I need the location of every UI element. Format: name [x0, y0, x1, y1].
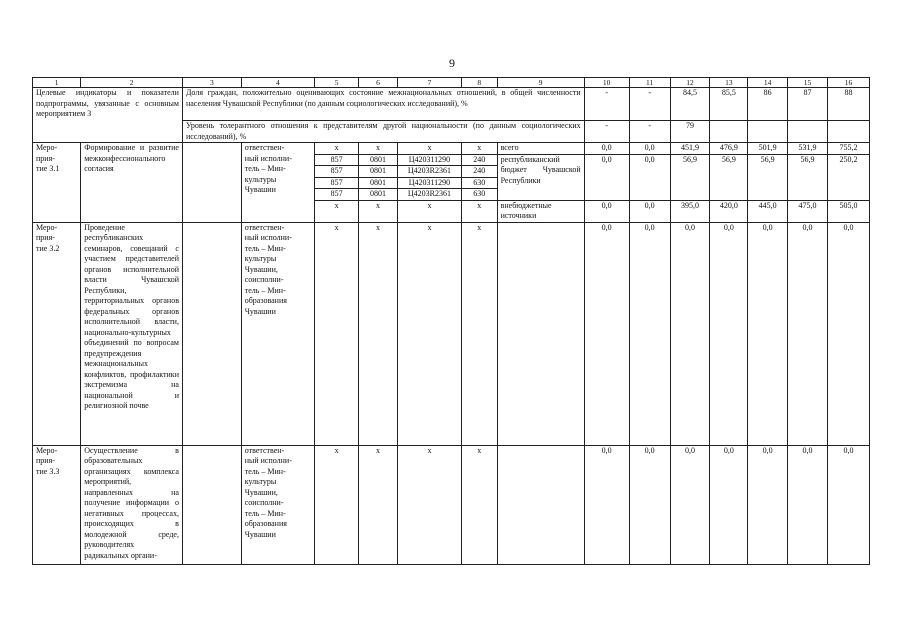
col-number: 2	[81, 78, 183, 88]
indicator-value: 87	[788, 88, 828, 121]
funding-value: 56,9	[748, 154, 788, 200]
col-number: 3	[182, 78, 241, 88]
funding-value: 531,9	[788, 143, 828, 155]
col-number: 8	[461, 78, 497, 88]
budget-code: x	[315, 445, 359, 564]
funding-value: 250,2	[827, 154, 869, 200]
measure-empty-cell	[182, 143, 241, 223]
measure-empty-cell	[182, 222, 241, 445]
budget-code: x	[461, 222, 497, 445]
budget-code: x	[315, 200, 359, 222]
funding-value: 420,0	[710, 200, 748, 222]
program-table	[32, 77, 870, 565]
funding-value: 451,9	[670, 143, 710, 155]
funding-value: 0,0	[788, 222, 828, 445]
funding-value: 0,0	[629, 154, 670, 200]
measure-executor: ответствен- ный исполни- тель – Мин- культуры Чувашии, соисполни- тель – Мин- образования Чувашии	[241, 445, 314, 564]
budget-code: x	[359, 200, 398, 222]
budget-code: x	[359, 143, 398, 155]
budget-code: 857	[315, 154, 359, 166]
indicator-name: Доля граждан, положительно оценивающих состояние межнациональных отношений, в общей численности населения Чувашской Республики (по данным социологических исследований), %	[182, 88, 584, 121]
budget-code: Ц420311290	[397, 177, 461, 189]
indicator-value: 84,5	[670, 88, 710, 121]
indicator-value	[788, 121, 828, 143]
budget-code: Ц4203R2361	[397, 166, 461, 178]
budget-code: x	[359, 222, 398, 445]
budget-code: 0801	[359, 189, 398, 201]
measure-empty-cell	[182, 445, 241, 564]
funding-value: 505,0	[827, 200, 869, 222]
indicator-value: 88	[827, 88, 869, 121]
funding-value: 0,0	[584, 143, 629, 155]
measure-label: Меро- прия- тие 3.2	[33, 222, 81, 445]
indicator-value: -	[584, 121, 629, 143]
budget-code: 0801	[359, 177, 398, 189]
measure-label: Меро- прия- тие 3.1	[33, 143, 81, 223]
funding-value: 0,0	[788, 445, 828, 564]
col-number: 10	[584, 78, 629, 88]
measure-label: Меро- прия- тие 3.3	[33, 445, 81, 564]
budget-code: 857	[315, 166, 359, 178]
budget-code: 630	[461, 189, 497, 201]
col-number: 12	[670, 78, 710, 88]
budget-code: x	[397, 222, 461, 445]
indicator-value: 79	[670, 121, 710, 143]
measure-3-1-total-row	[33, 143, 870, 155]
funding-value: 56,9	[710, 154, 748, 200]
funding-value: 0,0	[670, 445, 710, 564]
indicator-value: -	[629, 88, 670, 121]
funding-value: 0,0	[584, 445, 629, 564]
funding-source: внебюджетные источники	[497, 200, 584, 222]
funding-value: 0,0	[670, 222, 710, 445]
funding-value: 0,0	[584, 200, 629, 222]
funding-value: 0,0	[710, 222, 748, 445]
funding-value: 0,0	[629, 222, 670, 445]
col-number: 6	[359, 78, 398, 88]
indicator-row	[33, 88, 870, 121]
funding-value: 0,0	[827, 445, 869, 564]
budget-code: 0801	[359, 166, 398, 178]
funding-value: 0,0	[629, 445, 670, 564]
funding-value: 395,0	[670, 200, 710, 222]
budget-code: 857	[315, 189, 359, 201]
funding-source: республиканский бюджет Чувашской Республики	[497, 154, 584, 200]
measure-executor: ответствен- ный исполни- тель – Мин- культуры Чувашии, соисполни- тель – Мин- образования Чувашии	[241, 222, 314, 445]
col-number: 4	[241, 78, 314, 88]
budget-code: x	[397, 200, 461, 222]
funding-value: 476,9	[710, 143, 748, 155]
measure-executor: ответствен- ный исполни- тель – Мин- культуры Чувашии	[241, 143, 314, 223]
indicator-value: 86	[748, 88, 788, 121]
budget-code: 0801	[359, 154, 398, 166]
funding-value: 501,9	[748, 143, 788, 155]
budget-code: x	[461, 200, 497, 222]
funding-value: 0,0	[629, 143, 670, 155]
col-number: 16	[827, 78, 869, 88]
budget-code: x	[359, 445, 398, 564]
funding-source	[497, 222, 584, 445]
funding-source: всего	[497, 143, 584, 155]
funding-value: 0,0	[748, 445, 788, 564]
budget-code: x	[461, 445, 497, 564]
funding-value: 0,0	[827, 222, 869, 445]
measure-name: Осуществление в образовательных организациях комплекса мероприятий, направленных на получение информации о негативных процессах, происходящих в молодежной среде, руководителях радикальных органи-	[81, 445, 183, 564]
budget-code: 630	[461, 177, 497, 189]
funding-value: 0,0	[710, 445, 748, 564]
page-number: 9	[449, 56, 455, 70]
indicator-value: -	[584, 88, 629, 121]
budget-code: x	[315, 222, 359, 445]
indicator-value	[748, 121, 788, 143]
col-number: 11	[629, 78, 670, 88]
col-number: 1	[33, 78, 81, 88]
measure-name: Формирование и развитие межконфессионального согласия	[81, 143, 183, 223]
col-number: 14	[748, 78, 788, 88]
target-indicators-label: Целевые индикаторы и показатели подпрограммы, увязанные с основным мероприятием 3	[33, 88, 183, 143]
budget-code: 857	[315, 177, 359, 189]
col-number: 15	[788, 78, 828, 88]
budget-code: x	[397, 445, 461, 564]
measure-3-2-row	[33, 222, 870, 445]
funding-value: 0,0	[629, 200, 670, 222]
funding-value: 755,2	[827, 143, 869, 155]
funding-value: 0,0	[584, 222, 629, 445]
funding-value: 0,0	[584, 154, 629, 200]
budget-code: 240	[461, 166, 497, 178]
funding-value: 475,0	[788, 200, 828, 222]
budget-code: x	[315, 143, 359, 155]
indicator-value	[827, 121, 869, 143]
measure-name: Проведение республиканских семинаров, совещаний с участием представителей органов исполнительной власти Чувашской Республики, территориальных органов федеральных органов исполнительной власти, национально-культурных объединений по вопросам предупреждения межнациональных конфликтов, профилактики экстремизма на национальной и религиозной почве	[81, 222, 183, 445]
col-number: 13	[710, 78, 748, 88]
indicator-name: Уровень толерантного отношения к представителям другой национальности (по данным социологических исследований), %	[182, 121, 584, 143]
budget-code: Ц4203R2361	[397, 189, 461, 201]
budget-code: Ц420311290	[397, 154, 461, 166]
budget-code: x	[397, 143, 461, 155]
indicator-value: -	[629, 121, 670, 143]
funding-source	[497, 445, 584, 564]
funding-value: 56,9	[788, 154, 828, 200]
funding-value: 445,0	[748, 200, 788, 222]
column-number-row	[33, 78, 870, 88]
budget-code: x	[461, 143, 497, 155]
col-number: 7	[397, 78, 461, 88]
indicator-value: 85,5	[710, 88, 748, 121]
col-number: 9	[497, 78, 584, 88]
measure-3-3-row	[33, 445, 870, 564]
funding-value: 0,0	[748, 222, 788, 445]
indicator-value	[710, 121, 748, 143]
funding-value: 56,9	[670, 154, 710, 200]
col-number: 5	[315, 78, 359, 88]
budget-code: 240	[461, 154, 497, 166]
